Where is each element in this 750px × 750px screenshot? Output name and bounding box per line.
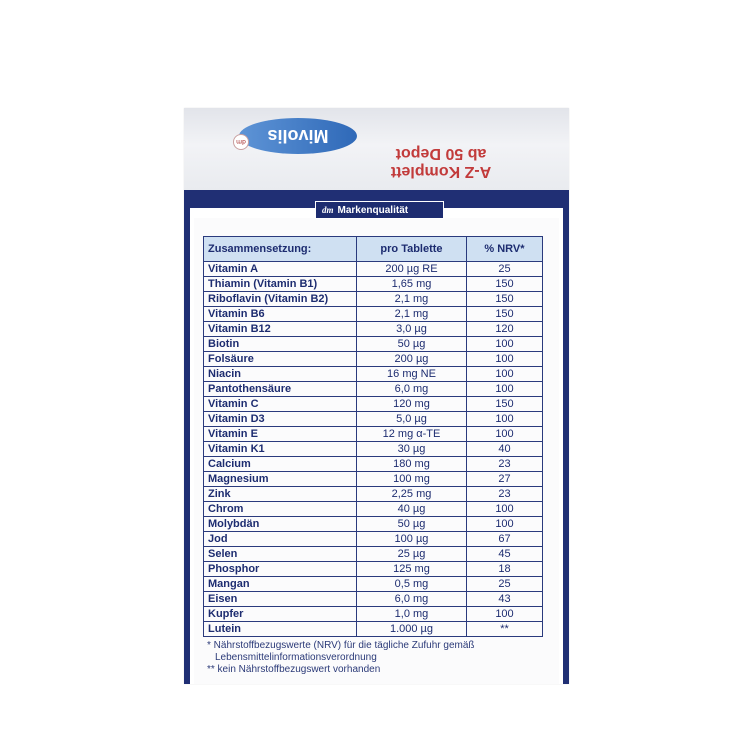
nutrient-cell: Vitamin B6 <box>204 307 357 322</box>
table-row <box>204 457 543 472</box>
brand-logo-text: Mivolis <box>267 126 329 147</box>
nrv-cell: ** <box>466 622 542 637</box>
nrv-cell: 100 <box>466 427 542 442</box>
nutrient-cell: Phosphor <box>204 562 357 577</box>
nrv-cell: 100 <box>466 607 542 622</box>
amount-cell: 40 µg <box>357 502 467 517</box>
nrv-cell: 23 <box>466 487 542 502</box>
nutrient-cell: Selen <box>204 547 357 562</box>
table-row <box>204 607 543 622</box>
product-name-line2: ab 50 Depot <box>395 145 487 162</box>
nrv-cell: 18 <box>466 562 542 577</box>
brand-badge-icon: dm <box>233 134 249 150</box>
amount-cell: 120 mg <box>357 397 467 412</box>
table-row <box>204 397 543 412</box>
amount-cell: 200 µg <box>357 352 467 367</box>
nrv-cell: 45 <box>466 547 542 562</box>
nutrient-cell: Magnesium <box>204 472 357 487</box>
table-row <box>204 592 543 607</box>
dm-logo-icon: dm <box>322 205 334 215</box>
nrv-cell: 150 <box>466 397 542 412</box>
amount-cell: 0,5 mg <box>357 577 467 592</box>
table-row <box>204 307 543 322</box>
nrv-cell: 100 <box>466 367 542 382</box>
nutrient-cell: Lutein <box>204 622 357 637</box>
header-composition: Zusammensetzung: <box>204 237 357 262</box>
table-row <box>204 412 543 427</box>
amount-cell: 1,0 mg <box>357 607 467 622</box>
table-row <box>204 382 543 397</box>
amount-cell: 1,65 mg <box>357 277 467 292</box>
amount-cell: 100 mg <box>357 472 467 487</box>
table-row <box>204 472 543 487</box>
nrv-cell: 25 <box>466 262 542 277</box>
nutrient-cell: Vitamin C <box>204 397 357 412</box>
footnote-regulation: Lebensmittelinformationsverordnung <box>215 652 377 663</box>
nrv-cell: 100 <box>466 517 542 532</box>
table-row <box>204 427 543 442</box>
amount-cell: 30 µg <box>357 442 467 457</box>
quality-badge <box>315 201 444 219</box>
nutrient-cell: Thiamin (Vitamin B1) <box>204 277 357 292</box>
amount-cell: 2,1 mg <box>357 292 467 307</box>
amount-cell: 12 mg α-TE <box>357 427 467 442</box>
nutrient-cell: Biotin <box>204 337 357 352</box>
right-stripe <box>563 190 569 684</box>
upside-down-branding <box>184 108 569 190</box>
nrv-cell: 67 <box>466 532 542 547</box>
nrv-cell: 100 <box>466 382 542 397</box>
amount-cell: 1.000 µg <box>357 622 467 637</box>
nutrient-cell: Mangan <box>204 577 357 592</box>
table-row <box>204 337 543 352</box>
product-name-line1: A-Z Komplett <box>390 163 492 180</box>
footnotes <box>207 640 537 676</box>
header-per-tablet: pro Tablette <box>357 237 467 262</box>
nutrient-cell: Calcium <box>204 457 357 472</box>
nrv-cell: 40 <box>466 442 542 457</box>
table-row <box>204 367 543 382</box>
product-name <box>371 144 511 180</box>
quality-badge-label: Markenqualität <box>337 204 409 216</box>
nrv-cell: 100 <box>466 337 542 352</box>
amount-cell: 200 µg RE <box>357 262 467 277</box>
composition-table <box>203 236 543 637</box>
amount-cell: 2,25 mg <box>357 487 467 502</box>
nutrient-cell: Vitamin K1 <box>204 442 357 457</box>
table-body <box>204 262 543 637</box>
nutrient-cell: Folsäure <box>204 352 357 367</box>
nutrient-cell: Eisen <box>204 592 357 607</box>
amount-cell: 16 mg NE <box>357 367 467 382</box>
nutrient-cell: Jod <box>204 532 357 547</box>
nrv-cell: 150 <box>466 277 542 292</box>
amount-cell: 50 µg <box>357 517 467 532</box>
amount-cell: 25 µg <box>357 547 467 562</box>
brand-logo <box>239 118 357 154</box>
table-row <box>204 577 543 592</box>
table-row <box>204 352 543 367</box>
nutrient-cell: Vitamin E <box>204 427 357 442</box>
amount-cell: 50 µg <box>357 337 467 352</box>
table-row <box>204 562 543 577</box>
amount-cell: 5,0 µg <box>357 412 467 427</box>
table-row <box>204 517 543 532</box>
table-row <box>204 487 543 502</box>
nrv-cell: 150 <box>466 292 542 307</box>
amount-cell: 125 mg <box>357 562 467 577</box>
footnote-nrv: * Nährstoffbezugswerte (NRV) für die tägliche Zufuhr gemäß <box>207 640 475 651</box>
footnote-no-nrv: ** kein Nährstoffbezugswert vorhanden <box>207 664 381 675</box>
amount-cell: 3,0 µg <box>357 322 467 337</box>
nrv-cell: 120 <box>466 322 542 337</box>
nrv-cell: 27 <box>466 472 542 487</box>
nutrient-cell: Vitamin D3 <box>204 412 357 427</box>
nutrient-cell: Vitamin A <box>204 262 357 277</box>
amount-cell: 6,0 mg <box>357 382 467 397</box>
nrv-cell: 100 <box>466 352 542 367</box>
amount-cell: 6,0 mg <box>357 592 467 607</box>
amount-cell: 100 µg <box>357 532 467 547</box>
amount-cell: 2,1 mg <box>357 307 467 322</box>
box-top-surface <box>184 108 569 190</box>
table-row <box>204 547 543 562</box>
header-nrv: % NRV* <box>466 237 542 262</box>
nrv-cell: 25 <box>466 577 542 592</box>
nutrient-cell: Riboflavin (Vitamin B2) <box>204 292 357 307</box>
nutrient-cell: Chrom <box>204 502 357 517</box>
table-header-row <box>204 237 543 262</box>
nutrient-cell: Pantothensäure <box>204 382 357 397</box>
table-row <box>204 322 543 337</box>
nutrient-cell: Molybdän <box>204 517 357 532</box>
nrv-cell: 100 <box>466 412 542 427</box>
amount-cell: 180 mg <box>357 457 467 472</box>
table-row <box>204 532 543 547</box>
table-row <box>204 442 543 457</box>
nutrient-cell: Niacin <box>204 367 357 382</box>
nrv-cell: 43 <box>466 592 542 607</box>
nutrient-cell: Zink <box>204 487 357 502</box>
inner-right-stripe <box>559 218 563 684</box>
nrv-cell: 23 <box>466 457 542 472</box>
table-row <box>204 262 543 277</box>
nutrient-cell: Kupfer <box>204 607 357 622</box>
nutrient-cell: Vitamin B12 <box>204 322 357 337</box>
table-row <box>204 292 543 307</box>
nrv-cell: 100 <box>466 502 542 517</box>
nrv-cell: 150 <box>466 307 542 322</box>
table-row <box>204 502 543 517</box>
table-row <box>204 622 543 637</box>
table-row <box>204 277 543 292</box>
